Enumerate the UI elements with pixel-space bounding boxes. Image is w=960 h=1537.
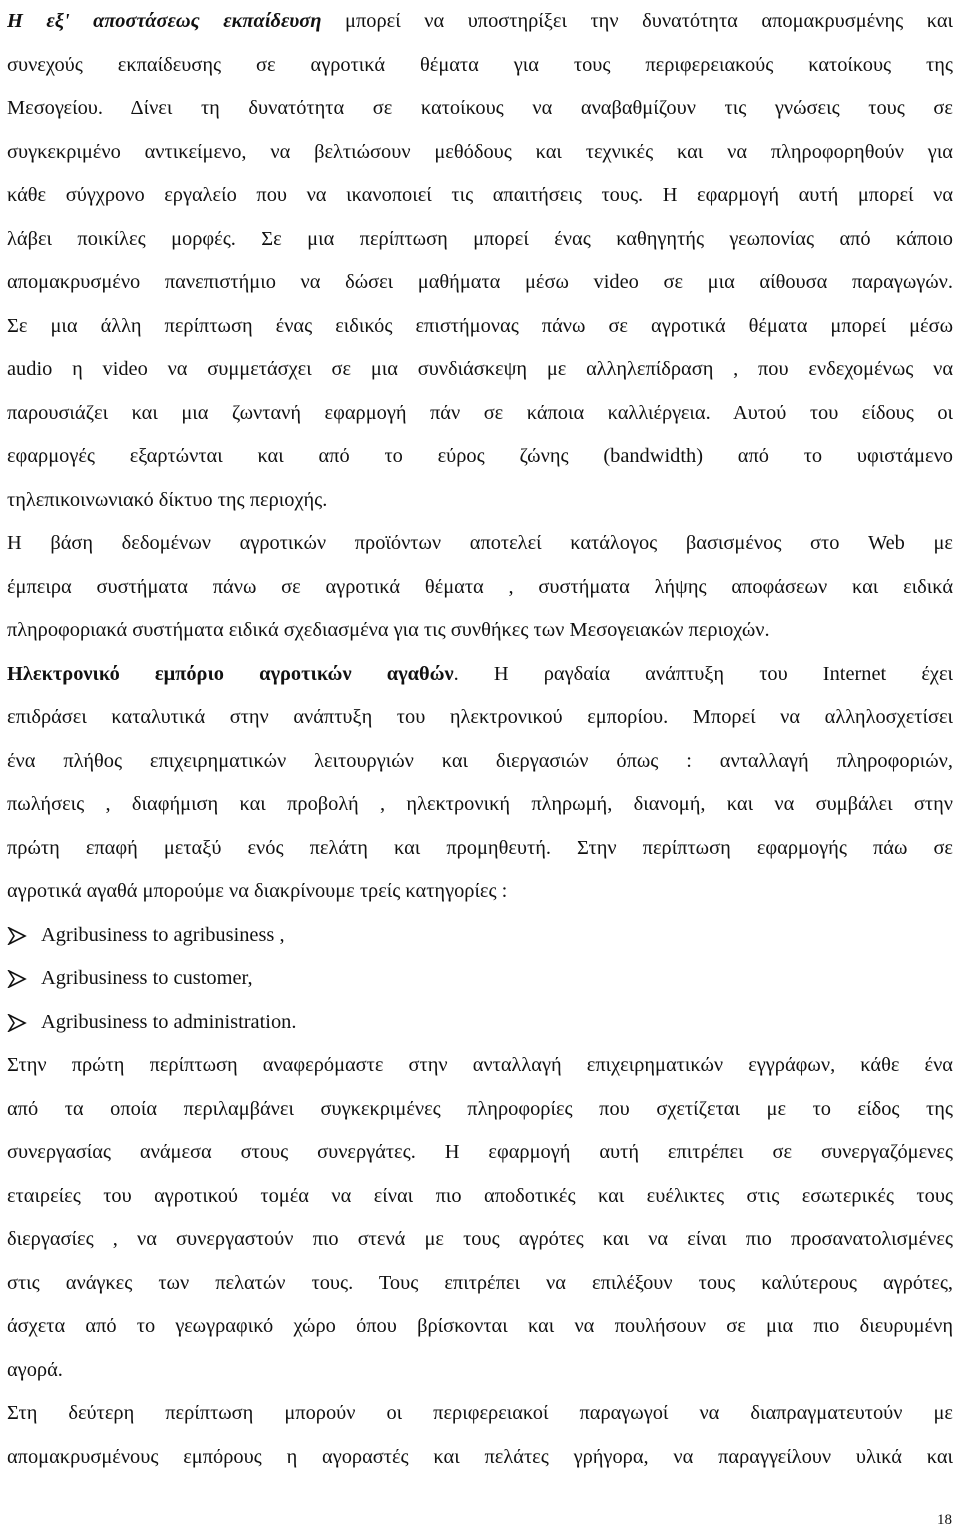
- line-text: συνεχούς εκπαίδευσης σε αγροτικά θέματα για τους περιφερειακούς κατοίκους της: [7, 53, 953, 76]
- arrow-bullet-icon: [7, 927, 27, 945]
- text-line: [7, 566, 953, 610]
- text-line: [7, 740, 953, 784]
- line-text: από τα οποία περιλαμβάνει συγκεκριμένες πληροφορίες που σχετίζεται με το είδος της: [7, 1097, 953, 1120]
- line-text: συνεργασίας ανάμεσα στους συνεργάτες. Η εφαρμογή αυτή επιτρέπει σε συνεργαζόμενες: [7, 1141, 953, 1163]
- text-line: [7, 783, 953, 827]
- bullet-list: [7, 914, 953, 1045]
- text-line: [7, 1044, 953, 1088]
- line-text: Στην πρώτη περίπτωση αναφερόμαστε στην ανταλλαγή επιχειρηματικών εγγράφων, κάθε ένα: [7, 1054, 953, 1076]
- line-text: εφαρμογές εξαρτώνται και από το εύρος ζώνης (bandwidth) από το υφιστάμενο: [7, 445, 953, 467]
- line-text: διεργασίες , να συνεργαστούν πιο στενά με τους αγρότες και να είναι πιο προσανατολισμένες: [7, 1228, 953, 1250]
- line-text: πωλήσεις , διαφήμιση και προβολή , ηλεκτρονική πληρωμή, διανομή, και να συμβάλει στην: [7, 793, 953, 815]
- line-text: Στη δεύτερη περίπτωση μπορούν οι περιφερειακοί παραγωγοί να διαπραγματευτούν με: [7, 1402, 953, 1424]
- text-line: [7, 305, 953, 349]
- line-text: άσχετα από το γεωγραφικό χώρο όπου βρίσκονται και να πουλήσουν σε μια πιο διευρυμένη: [7, 1315, 953, 1337]
- line-text: παρουσιάζει και μια ζωντανή εφαρμογή πάν σε κάποια καλλιέργεια. Αυτού του είδους οι: [7, 401, 953, 424]
- line-text: αγροτικά αγαθά μπορούμε να διακρίνουμε τρείς κατηγορίες :: [7, 880, 508, 902]
- line-text: Η βάση δεδομένων αγροτικών προϊόντων αποτελεί κατάλογος βασισμένος στο Web με: [7, 532, 953, 554]
- bold-heading: Ηλεκτρονικό εμπόριο αγροτικών αγαθών: [7, 662, 454, 685]
- text-line: [7, 1305, 953, 1349]
- text-line: [7, 479, 953, 523]
- text-line: [7, 522, 953, 566]
- arrow-bullet-icon: [7, 970, 27, 988]
- line-text: ένα πλήθος επιχειρηματικών λειτουργιών και διεργασιών όπως : ανταλλαγή πληροφοριών,: [7, 749, 953, 772]
- line-text: απομακρυσμένους εμπόρους η αγοραστές και πελάτες γρήγορα, να παραγγείλουν υλικά και: [7, 1445, 953, 1468]
- bold-heading: Η εξ' αποστάσεως εκπαίδευση: [7, 10, 322, 32]
- line-text: Μεσογείου. Δίνει τη δυνατότητα σε κατοίκους να αναβαθμίζουν τις γνώσεις τους σε: [7, 97, 953, 119]
- arrow-bullet-icon: [7, 1014, 27, 1032]
- line-text: στις ανάγκες των πελατών τους. Τους επιτρέπει να επιλέξουν τους καλύτερους αγρότες,: [7, 1271, 953, 1294]
- paragraph-p2: [7, 522, 953, 653]
- line-text: . Η ραγδαία ανάπτυξη του Internet έχει: [453, 662, 953, 685]
- list-item-text: Agribusiness to customer,: [41, 967, 253, 989]
- page-number: 18: [937, 1512, 952, 1528]
- text-line: [7, 261, 953, 305]
- line-text: έμπειρα συστήματα πάνω σε αγροτικά θέματα , συστήματα λήψης αποφάσεων και ειδικά: [7, 575, 953, 598]
- text-line: [7, 218, 953, 262]
- text-line: [7, 609, 953, 653]
- line-text: συγκεκριμένο αντικείμενο, να βελτιώσουν μεθόδους και τεχνικές και να πληροφορηθούν για: [7, 140, 953, 163]
- text-line: [7, 870, 953, 914]
- text-line: [7, 1349, 953, 1393]
- line-text: audio η video να συμμετάσχει σε μια συνδιάσκεψη με αλληλεπίδραση , που ενδεχομένως να: [7, 358, 953, 380]
- text-line: [7, 392, 953, 436]
- text-line: [7, 653, 953, 697]
- line-text: τηλεπικοινωνιακό δίκτυο της περιοχής.: [7, 488, 328, 511]
- list-item-text: Agribusiness to agribusiness ,: [41, 923, 285, 946]
- line-text: απομακρυσμένο πανεπιστήμιο να δώσει μαθήματα μέσω video σε μια αίθουσα παραγωγών.: [7, 271, 953, 293]
- text-line: [7, 696, 953, 740]
- line-text: επιδράσει καταλυτικά στην ανάπτυξη του ηλεκτρονικού εμπορίου. Μπορεί να αλληλοσχετίσει: [7, 706, 953, 728]
- text-line: [7, 87, 953, 131]
- line-text: λάβει ποικίλες μορφές. Σε μια περίπτωση μπορεί ένας καθηγητής γεωπονίας από κάποιο: [7, 227, 953, 250]
- text-line: [7, 1392, 953, 1436]
- paragraph-p4: [7, 1044, 953, 1392]
- line-text: Σε μια άλλη περίπτωση ένας ειδικός επιστήμονας πάνω σε αγροτικά θέματα μπορεί μέσω: [7, 314, 953, 337]
- text-line: [7, 174, 953, 218]
- text-line: [7, 1131, 953, 1175]
- text-line: [7, 1175, 953, 1219]
- text-line: [7, 1218, 953, 1262]
- text-line: [7, 827, 953, 871]
- text-line: [7, 131, 953, 175]
- list-item: [7, 957, 953, 1001]
- paragraph-p3: [7, 653, 953, 914]
- text-line: [7, 0, 953, 44]
- text-line: [7, 435, 953, 479]
- text-line: [7, 1262, 953, 1306]
- text-line: [7, 1088, 953, 1132]
- line-text: μπορεί να υποστηρίξει την δυνατότητα απομακρυσμένης και: [321, 10, 953, 32]
- text-line: [7, 44, 953, 88]
- paragraph-p5: [7, 1392, 953, 1479]
- line-text: αγορά.: [7, 1358, 63, 1381]
- line-text: πρώτη επαφή μεταξύ ενός πελάτη και προμηθευτή. Στην περίπτωση εφαρμογής πάω σε: [7, 836, 953, 859]
- paragraph-p1: [7, 0, 953, 522]
- list-item: [7, 1001, 953, 1045]
- document-page: [7, 0, 953, 1479]
- line-text: εταιρείες του αγροτικού τομέα να είναι πιο αποδοτικές και ευέλικτες στις εσωτερικές τους: [7, 1184, 953, 1207]
- list-item-text: Agribusiness to administration.: [41, 1010, 297, 1033]
- list-item: [7, 914, 953, 958]
- line-text: κάθε σύγχρονο εργαλείο που να ικανοποιεί τις απαιτήσεις τους. Η εφαρμογή αυτή μπορεί να: [7, 184, 953, 206]
- text-line: [7, 1436, 953, 1480]
- line-text: πληροφοριακά συστήματα ειδικά σχεδιασμένα για τις συνθήκες των Μεσογειακών περιοχών.: [7, 619, 770, 641]
- text-line: [7, 348, 953, 392]
